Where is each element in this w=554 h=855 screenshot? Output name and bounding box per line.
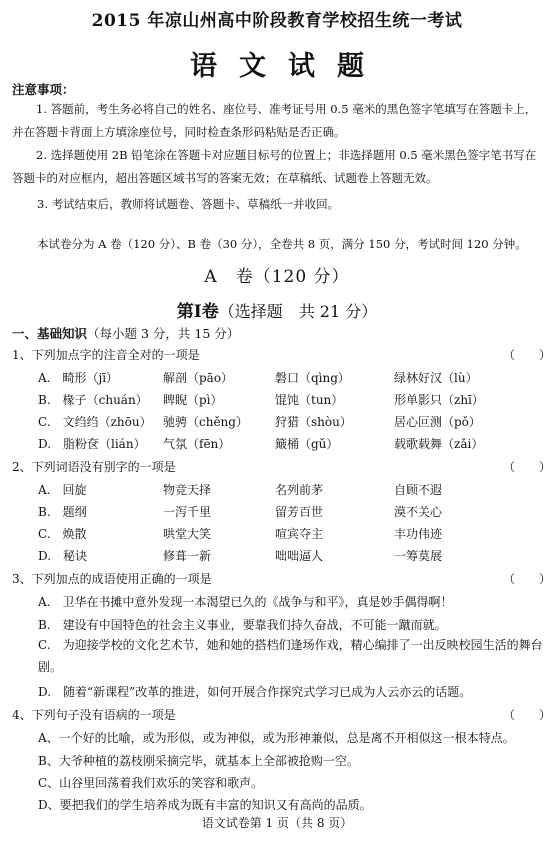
section-1-note: （每小题 3 分，共 15 分）: [87, 326, 240, 341]
q3-option-d: D. 随着“新课程”改革的推进，如何开展合作探究式学习已成为人云亦云的话题。: [38, 685, 472, 699]
q3-option-c: C. 为迎接学校的文化艺术节，她和她的搭档们逢场作戏，精心编排了一出反映校园生活的舞台剧。: [38, 638, 543, 674]
part-1-heading: [0, 297, 554, 322]
q1-option-a-3: 磐口（qìng）: [275, 371, 350, 385]
q3-option-b: B. 建设有中国特色的社会主义事业，要靠我们持久奋战，不可能一蹴而就。: [38, 618, 447, 632]
q2-option-d-2: 修葺一新: [163, 549, 212, 563]
q2-option-c-2: 哄堂大笑: [163, 527, 212, 541]
part-1-note: （选择题 共 21 分）: [218, 302, 378, 321]
q1-option-d-3: 簸桶（gǔ）: [275, 437, 339, 451]
question-1-stem: 1、下列加点字的注音全对的一项是: [12, 348, 200, 362]
q2-option-d-4: 一筹莫展: [394, 549, 443, 563]
q2-option-b-2: 一泻千里: [163, 505, 212, 519]
q2-option-b-1: B. 题纲: [38, 505, 87, 519]
q1-option-a-4: 绿林好汉（lù）: [394, 371, 478, 385]
notice-item-1: 1. 答题前，考生务必将自己的姓名、座位号、准考证号用 0.5 毫米的黑色签字笔填写在答题卡上，并在答题卡背面上方填涂座位号，同时检查条形码粘贴是否正确。: [12, 102, 537, 139]
answer-bracket-4[interactable]: （ ）: [503, 708, 552, 722]
q1-option-d-2: 气氛（fēn）: [163, 437, 231, 451]
exam-subject-title: 语文试题: [190, 51, 386, 82]
q2-option-a-1: A. 回旋: [38, 483, 87, 497]
notice-heading: 注意事项：: [12, 82, 75, 97]
q4-option-a: A、一个好的比喻，或为形似，或为神似，或为形神兼似，总是离不开相似这一根本特点。: [38, 731, 515, 745]
q4-option-d: D、要把我们的学生培养成为既有丰富的知识又有高尚的品质。: [38, 798, 372, 812]
q1-option-c-1: C. 文绉绉（zhōu）: [38, 415, 152, 429]
q2-option-a-3: 名列前茅: [275, 483, 324, 497]
q1-option-a-2: 解剖（pāo）: [163, 371, 234, 385]
q2-option-c-1: C. 焕散: [38, 527, 87, 541]
answer-bracket-1[interactable]: （ ）: [503, 348, 552, 362]
page-footer: 语文试卷第 1 页（共 8 页）: [201, 816, 353, 830]
q3-option-a: A. 卫华在书摊中意外发现一本渴望已久的《战争与和平》，真是妙手偶得啊！: [38, 595, 453, 609]
exam-title: 2015 年凉山州高中阶段教育学校招生统一考试: [91, 11, 463, 31]
part-1-label: 第Ⅰ卷: [176, 302, 219, 322]
q2-option-a-2: 物竞天择: [163, 483, 212, 497]
answer-bracket-2[interactable]: （ ）: [503, 460, 552, 474]
q2-option-d-1: D. 秘诀: [38, 549, 88, 563]
notice-item-3: 3. 考试结束后，教师将试题卷、答题卡、草稿纸一并收回。: [37, 197, 340, 211]
q1-option-b-1: B. 椽子（chuán）: [38, 393, 148, 407]
q4-option-c: C、山谷里回荡着我们欢乐的笑容和歌声。: [38, 776, 264, 790]
q2-option-b-3: 留芳百世: [275, 505, 324, 519]
exam-summary: 本试卷分为 A 卷（120 分）、B 卷（30 分），全卷共 8 页，满分 150 分，考试时间 120 分钟。: [37, 237, 527, 251]
q2-option-a-4: 自顾不遐: [394, 483, 443, 497]
q1-option-c-2: 驰骋（chěng）: [163, 415, 248, 429]
q2-option-b-4: 漠不关心: [394, 505, 443, 519]
q4-option-b: B、大爷种植的荔枝刚采摘完毕，就基本上全部被抢购一空。: [38, 754, 359, 768]
q1-option-b-3: 馄饨（tun）: [275, 393, 344, 407]
q2-option-c-3: 喧宾夺主: [275, 527, 324, 541]
q1-option-b-4: 形单影只（zhī）: [394, 393, 484, 407]
section-1-heading: [12, 324, 239, 342]
q1-option-c-4: 居心叵测（pǒ）: [394, 415, 481, 429]
q2-option-d-3: 咄咄逼人: [275, 549, 324, 563]
q1-option-a-1: A. 畸形（jī）: [38, 371, 119, 385]
answer-bracket-3[interactable]: （ ）: [503, 572, 552, 586]
q1-option-c-3: 狩猎（shòu）: [275, 415, 352, 429]
q1-option-d-4: 载歌载舞（zǎi）: [394, 437, 484, 451]
q1-option-b-2: 睥睨（pì）: [163, 393, 223, 407]
q1-option-d-1: D. 脂粉奁（lián）: [38, 437, 146, 451]
notice-item-2: 2. 选择题使用 2B 铅笔涂在答题卡对应题目标号的位置上；非选择题用 0.5 毫米黑色签字笔书写在答题卡的对应框内，超出答题区域书写的答案无效；在草稿纸、试题卷上答题无效。: [12, 148, 537, 185]
paper-a-heading: A 卷（120 分）: [204, 267, 350, 287]
question-3-stem: 3、下列加点的成语使用正确的一项是: [12, 572, 212, 586]
question-4-stem: 4、下列句子没有语病的一项是: [12, 708, 176, 722]
q2-option-c-4: 丰功伟迹: [394, 527, 443, 541]
section-1-title: 一、基础知识: [12, 326, 88, 341]
question-2-stem: 2、下列词语没有别字的一项是: [12, 460, 176, 474]
